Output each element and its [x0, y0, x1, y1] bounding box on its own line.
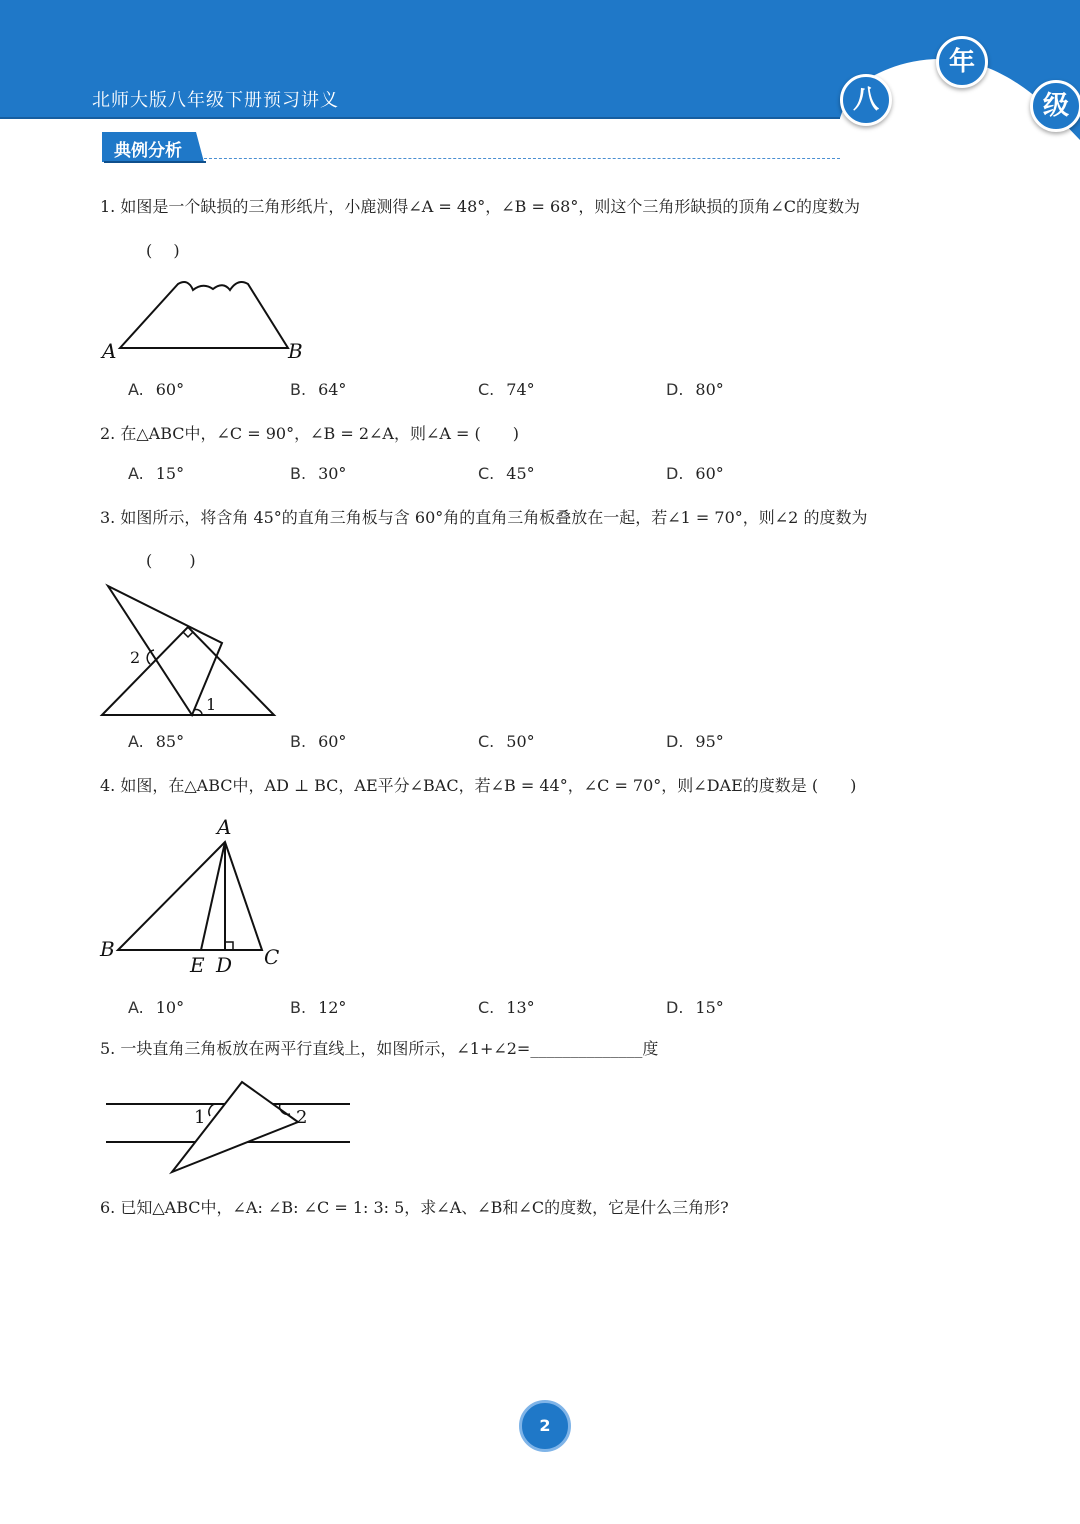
question-1-text: 1. 如图是一个缺损的三角形纸片，小鹿测得∠A = 48°，∠B = 68°，则这个三角形缺损的顶角∠C的度数为: [100, 197, 861, 216]
question-1-answer-paren: ( ): [146, 241, 180, 260]
label-angle-2: 2: [296, 1107, 308, 1128]
question-4-option-d[interactable]: D. 15°: [666, 998, 724, 1017]
label-A: A: [102, 339, 117, 363]
question-5-suffix: 度: [642, 1039, 659, 1058]
label-B: B: [288, 339, 303, 363]
question-5-text: 5. 一块直角三角板放在两平行直线上，如图所示，∠1+∠2=: [100, 1039, 531, 1058]
question-2-text: 2. 在△ABC中，∠C = 90°，∠B = 2∠A，则∠A = ( ): [100, 424, 520, 443]
header-banner: [0, 0, 1080, 140]
question-5-blank[interactable]: ______________: [530, 1039, 643, 1058]
question-6-text: 6. 已知△ABC中，∠A: ∠B: ∠C = 1: 3: 5，求∠A、∠B和∠C的度数，它是什么三角形?: [100, 1198, 729, 1217]
question-2-option-d[interactable]: D. 60°: [666, 464, 724, 483]
section-divider: [204, 158, 840, 159]
grade-char-ji: 级: [1030, 80, 1080, 132]
page-header: [0, 0, 1080, 140]
grade-char-nian: 年: [936, 36, 988, 88]
question-2-option-a[interactable]: A. 15°: [128, 464, 185, 483]
page-number: 2: [519, 1400, 571, 1452]
header-title: 北师大版八年级下册预习讲义: [92, 90, 339, 111]
section-label: 典例分析: [114, 141, 182, 161]
question-4-text: 4. 如图，在△ABC中，AD ⊥ BC，AE平分∠BAC，若∠B = 44°，∠C = 70°，则∠DAE的度数是 ( ): [100, 776, 857, 795]
label-E: E: [190, 953, 205, 977]
label-B: B: [100, 937, 115, 961]
label-angle-1: 1: [206, 695, 217, 714]
damaged-triangle: [120, 282, 288, 348]
question-3-option-c[interactable]: C. 50°: [478, 732, 535, 751]
label-D: D: [216, 953, 233, 977]
triangle-45: [102, 627, 274, 715]
triangle-abc: [118, 842, 262, 950]
question-4-option-a[interactable]: A. 10°: [128, 998, 185, 1017]
question-5-line: [100, 1038, 658, 1060]
question-2-option-c[interactable]: C. 45°: [478, 464, 535, 483]
question-3-text: 3. 如图所示，将含角 45°的直角三角板与含 60°角的直角三角板叠放在一起，若∠1 = 70°，则∠2 的度数为: [100, 508, 868, 527]
label-C: C: [264, 945, 280, 969]
grade-char-ba: 八: [840, 74, 892, 126]
question-1-option-b[interactable]: B. 64°: [290, 380, 347, 399]
question-3-figure: [98, 582, 283, 722]
question-1-figure: [98, 276, 318, 366]
label-angle-1: 1: [194, 1107, 206, 1128]
question-3-option-b[interactable]: B. 60°: [290, 732, 347, 751]
section-tab: [102, 132, 202, 162]
question-3-option-d[interactable]: D. 95°: [666, 732, 724, 751]
question-1-option-c[interactable]: C. 74°: [478, 380, 535, 399]
label-angle-2: 2: [130, 648, 141, 667]
question-4-option-c[interactable]: C. 13°: [478, 998, 535, 1017]
question-5-figure: [100, 1076, 360, 1180]
question-4-figure: [96, 812, 296, 982]
right-triangle-plate: [172, 1082, 298, 1172]
question-3-answer-paren: ( ): [146, 551, 196, 570]
question-2-option-b[interactable]: B. 30°: [290, 464, 347, 483]
question-1-option-d[interactable]: D. 80°: [666, 380, 724, 399]
question-1-option-a[interactable]: A. 60°: [128, 380, 185, 399]
bisector-ae: [201, 842, 225, 950]
question-4-option-b[interactable]: B. 12°: [290, 998, 347, 1017]
label-A: A: [217, 815, 232, 839]
question-3-option-a[interactable]: A. 85°: [128, 732, 185, 751]
